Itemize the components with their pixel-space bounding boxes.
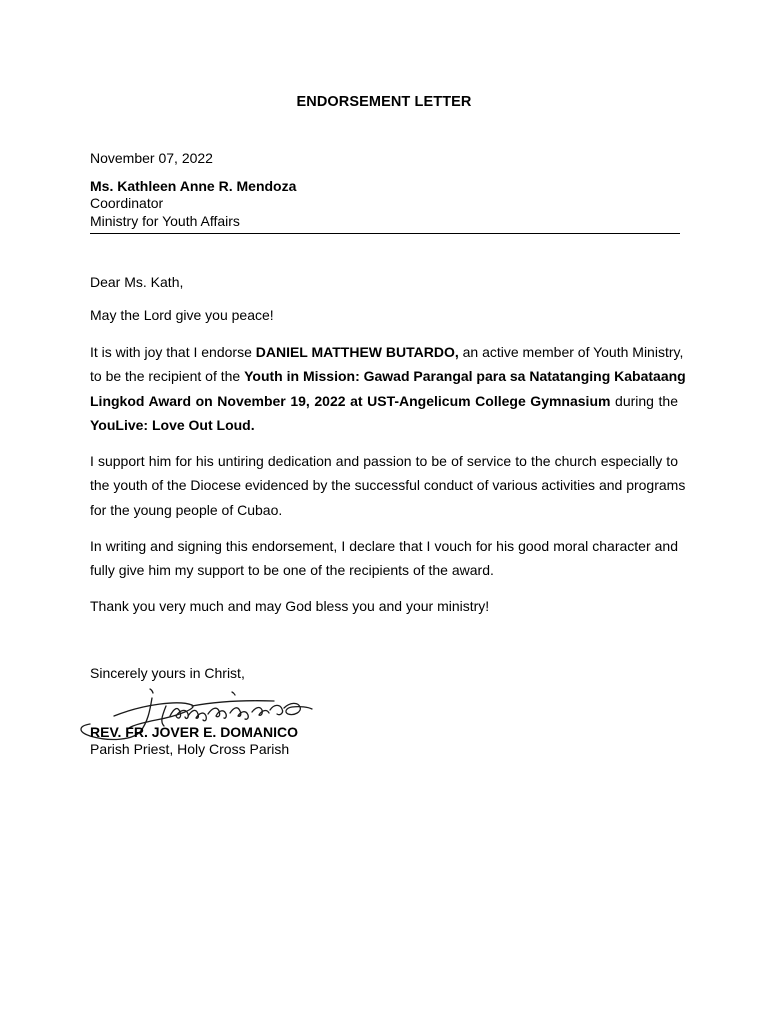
letter-title: ENDORSEMENT LETTER (296, 94, 472, 110)
signatory-title: Parish Priest, Holy Cross Parish (90, 741, 290, 757)
award-name: Youth in Mission: Gawad Parangal para sa Natatanging Kabataang (244, 368, 686, 385)
salutation: Dear Ms. Kath, (90, 274, 184, 290)
support-paragraph (90, 449, 686, 522)
recipient-position: Coordinator (90, 195, 164, 211)
paragraph-line (90, 413, 678, 437)
closing: Sincerely yours in Christ, (90, 665, 245, 681)
paragraph-line: Thank you very much and may God bless you and your ministry! (90, 598, 490, 614)
text-run: It is with joy that I endorse (90, 344, 256, 360)
text-run: an active member of Youth Ministry, (458, 344, 684, 360)
header-divider (90, 233, 680, 234)
paragraph-line (90, 340, 684, 364)
text-run: during the (610, 392, 678, 409)
paragraph-line (90, 389, 678, 413)
paragraph-line (90, 364, 686, 388)
recipient-organization: Ministry for Youth Affairs (90, 213, 240, 229)
endorsement-paragraph (90, 340, 686, 437)
paragraph-line: fully give him my support to be one of the recipients of the award. (90, 562, 494, 579)
recipient-name: Ms. Kathleen Anne R. Mendoza (90, 178, 297, 194)
award-details: Lingkod Award on November 19, 2022 at UST-Angelicum College Gymnasium (90, 392, 611, 409)
greeting: May the Lord give you peace! (90, 307, 274, 323)
paragraph-line: the youth of the Diocese evidenced by the successful conduct of various activities and programs (90, 477, 686, 494)
nominee-name: DANIEL MATTHEW BUTARDO, (255, 344, 459, 360)
event-name: YouLive: Love Out Loud. (90, 416, 255, 433)
declaration-paragraph (90, 534, 678, 583)
text-run: to be the recipient of the (90, 368, 245, 385)
paragraph-line: I support him for his untiring dedication and passion to be of service to the church especially to (90, 453, 678, 469)
signatory-name: REV. FR. JOVER E. DOMANICO (90, 724, 298, 740)
thanks-paragraph (90, 594, 678, 618)
paragraph-line: In writing and signing this endorsement, I declare that I vouch for his good moral character and (90, 538, 678, 554)
paragraph-line: for the young people of Cubao. (90, 501, 283, 518)
letter-date: November 07, 2022 (90, 150, 213, 166)
